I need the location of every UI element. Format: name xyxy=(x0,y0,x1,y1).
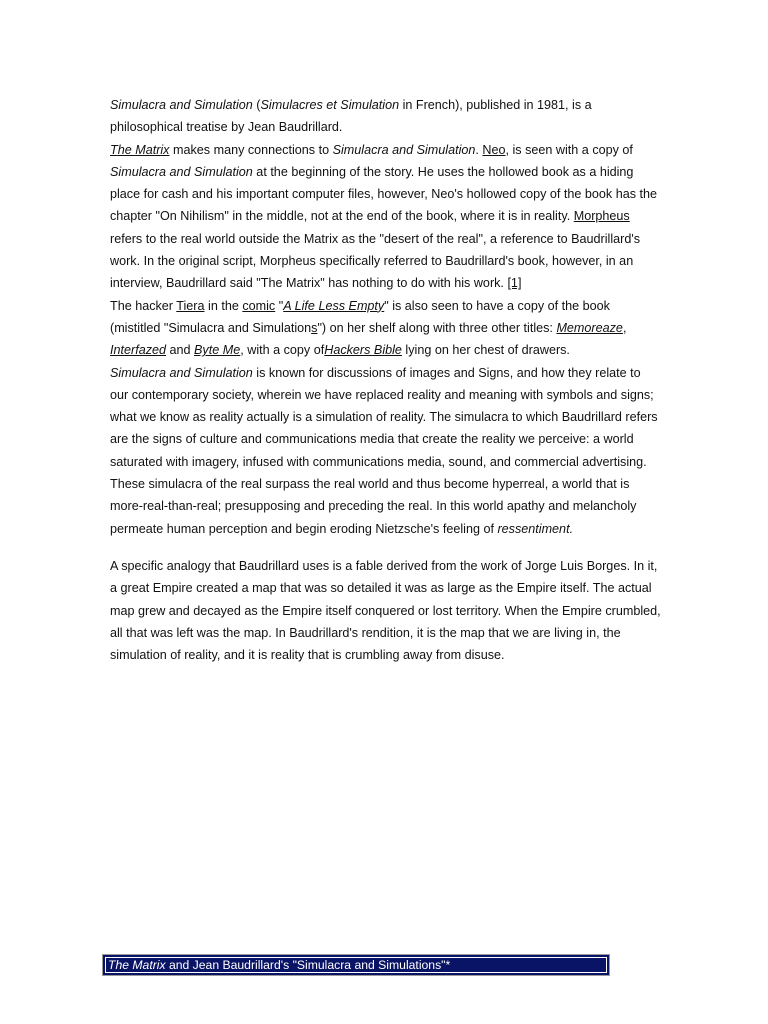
matrix-paragraph: The Matrix makes many connections to Simulacra and Simulation. Neo, is seen with a copy of Simulacra and Simulation at the beginning of the story. He uses the hollowed book as a hiding place for cash and his important computer files, however, Neo's hollowed copy of the book has the chapter "On Nihilism" in the middle, not at the end of the book, where it is in reality. Morpheus refers to the real world outside the Matrix as the "desert of the real", a reference to Baudrillard's work. In the original script, Morpheus specifically referred to Baudrillard's book, however, in an interview, Baudrillard said "The Matrix" has nothing to do with his work. [1] xyxy=(110,142,658,291)
ressentiment-term: ressentiment. xyxy=(497,521,574,536)
document-body xyxy=(110,94,662,666)
book-title: Simulacra and Simulation xyxy=(332,142,476,157)
hacker-paragraph: The hacker Tiera in the comic "A Life Less Empty" is also seen to have a copy of the book (mistitled "Simulacra and Simulations") on her shelf along with three other titles: Memoreaze, Interfazed and Byte Me, with a copy ofHackers Bible lying on her chest of drawers. xyxy=(110,298,627,358)
book-title: Simulacra and Simulation xyxy=(110,164,253,179)
comic-link[interactable]: comic xyxy=(242,298,276,313)
footer-title-bar xyxy=(102,954,610,976)
memoreaze-link[interactable]: Memoreaze xyxy=(556,320,623,335)
french-title: Simulacres et Simulation xyxy=(260,98,400,112)
book-title: Simulacra and Simulation xyxy=(110,98,253,112)
borges-paragraph: A specific analogy that Baudrillard uses is a fable derived from the work of Jorge Luis Borges. In it, a great Empire created a map that was so detailed it was as large as the Empire itself. The actual map grew and decayed as the Empire itself conquered or lost territory. When the Empire crumbled, all that was left was the map. In Baudrillard's rendition, it is the map that we are living in, the simulation of reality, and it is reality that is crumbling away from disuse. xyxy=(110,558,661,663)
tiera-link[interactable]: Tiera xyxy=(176,298,205,313)
hackers-bible-link[interactable]: Hackers Bible xyxy=(324,343,402,358)
reference-1-link[interactable]: [1] xyxy=(507,276,522,291)
mistitle-s-link[interactable]: s xyxy=(311,320,318,335)
a-life-less-empty-link[interactable]: A Life Less Empty xyxy=(283,298,385,313)
intro-paragraph: Simulacra and Simulation (Simulacres et Simulation in French), published in 1981, is a philosophical treatise by Jean Baudrillard. xyxy=(110,98,592,135)
footer-title: The Matrix and Jean Baudrillard's "Simulacra and Simulations"* xyxy=(105,957,607,973)
book-title: Simulacra and Simulation xyxy=(110,365,253,380)
morpheus-link[interactable]: Morpheus xyxy=(573,209,630,224)
the-matrix-link[interactable]: The Matrix xyxy=(110,142,170,157)
neo-link[interactable]: Neo xyxy=(482,142,506,157)
byte-me-link[interactable]: Byte Me xyxy=(194,343,241,358)
interfazed-link[interactable]: Interfazed xyxy=(110,343,167,358)
theory-paragraph: Simulacra and Simulation is known for discussions of images and Signs, and how they relate to our contemporary society, wherein we have replaced reality and meaning with symbols and signs; what we know as reality actually is a simulation of reality. The simulacra to which Baudrillard refers are the signs of culture and communications media that create the reality we perceive: a world saturated with imagery, infused with communications media, sound, and commercial advertising. These simulacra of the real surpass the real world and thus become hyperreal, a world that is more-real-than-real; presupposing and preceding the real. In this world apathy and melancholy permeate human perception and begin eroding Nietzsche's feeling of ressentiment. xyxy=(110,365,658,536)
